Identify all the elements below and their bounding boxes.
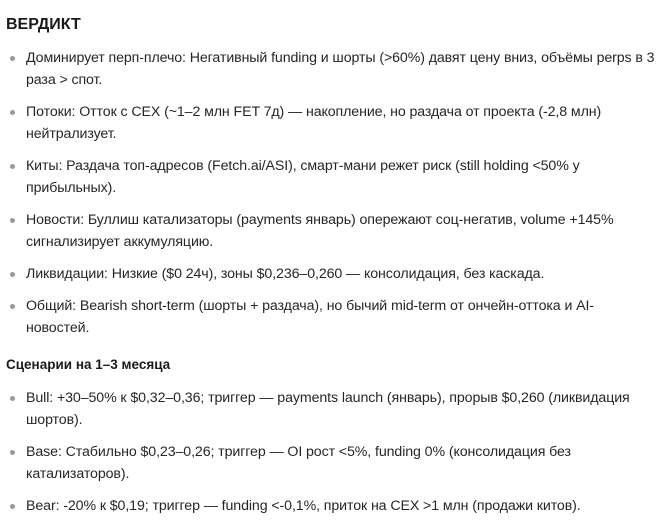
verdict-heading: ВЕРДИКТ: [6, 16, 81, 33]
list-item-text: Bear: -20% к $0,19; триггер — funding <-0,1%, приток на CEX >1 млн (продажи китов).: [26, 498, 581, 514]
scenarios-list: [6, 387, 656, 517]
bullet-icon: [10, 304, 15, 309]
scenarios-heading: Сценарии на 1–3 месяца: [6, 357, 171, 372]
list-item-text: Новости: Буллиш катализаторы (payments январь) опережают соц-негатив, volume +145% сигнализирует аккумуляцию.: [26, 212, 614, 250]
bullet-icon: [10, 396, 15, 401]
list-item-text: Bull: +30–50% к $0,32–0,36; триггер — payments launch (январь), прорыв $0,260 (ликвидация шортов).: [26, 390, 630, 428]
list-item-text: Потоки: Отток с CEX (~1–2 млн FET 7д) — накопление, но раздача от проекта (-2,8 млн) нейтрализует.: [26, 104, 602, 142]
list-item: [6, 209, 656, 253]
list-item: [6, 47, 656, 91]
list-item-text: Общий: Bearish short-term (шорты + раздача), но бычий mid-term от ончейн-оттока и AI-новостей.: [26, 298, 594, 336]
list-item: [6, 441, 656, 485]
bullet-icon: [10, 56, 15, 61]
bullet-icon: [10, 450, 15, 455]
list-item-text: Доминирует перп-плечо: Негативный funding и шорты (>60%) давят цену вниз, объёмы perps в 3 раза > спот.: [26, 50, 655, 88]
list-item: [6, 155, 656, 199]
list-item: [6, 495, 656, 517]
bullet-icon: [10, 272, 15, 277]
list-item: [6, 101, 656, 145]
list-item: [6, 263, 656, 285]
bullet-icon: [10, 110, 15, 115]
bullet-icon: [10, 164, 15, 169]
bullet-icon: [10, 504, 15, 509]
list-item-text: Киты: Раздача топ-адресов (Fetch.ai/ASI), смарт-мани режет риск (still holding <50% у прибыльных).: [26, 158, 580, 196]
list-item-text: Base: Стабильно $0,23–0,26; триггер — OI рост <5%, funding 0% (консолидация без катализаторов).: [26, 444, 571, 482]
list-item: [6, 387, 656, 431]
verdict-list: [6, 47, 656, 339]
bullet-icon: [10, 218, 15, 223]
list-item: [6, 295, 656, 339]
list-item-text: Ликвидации: Низкие ($0 24ч), зоны $0,236–0,260 — консолидация, без каскада.: [26, 266, 545, 282]
